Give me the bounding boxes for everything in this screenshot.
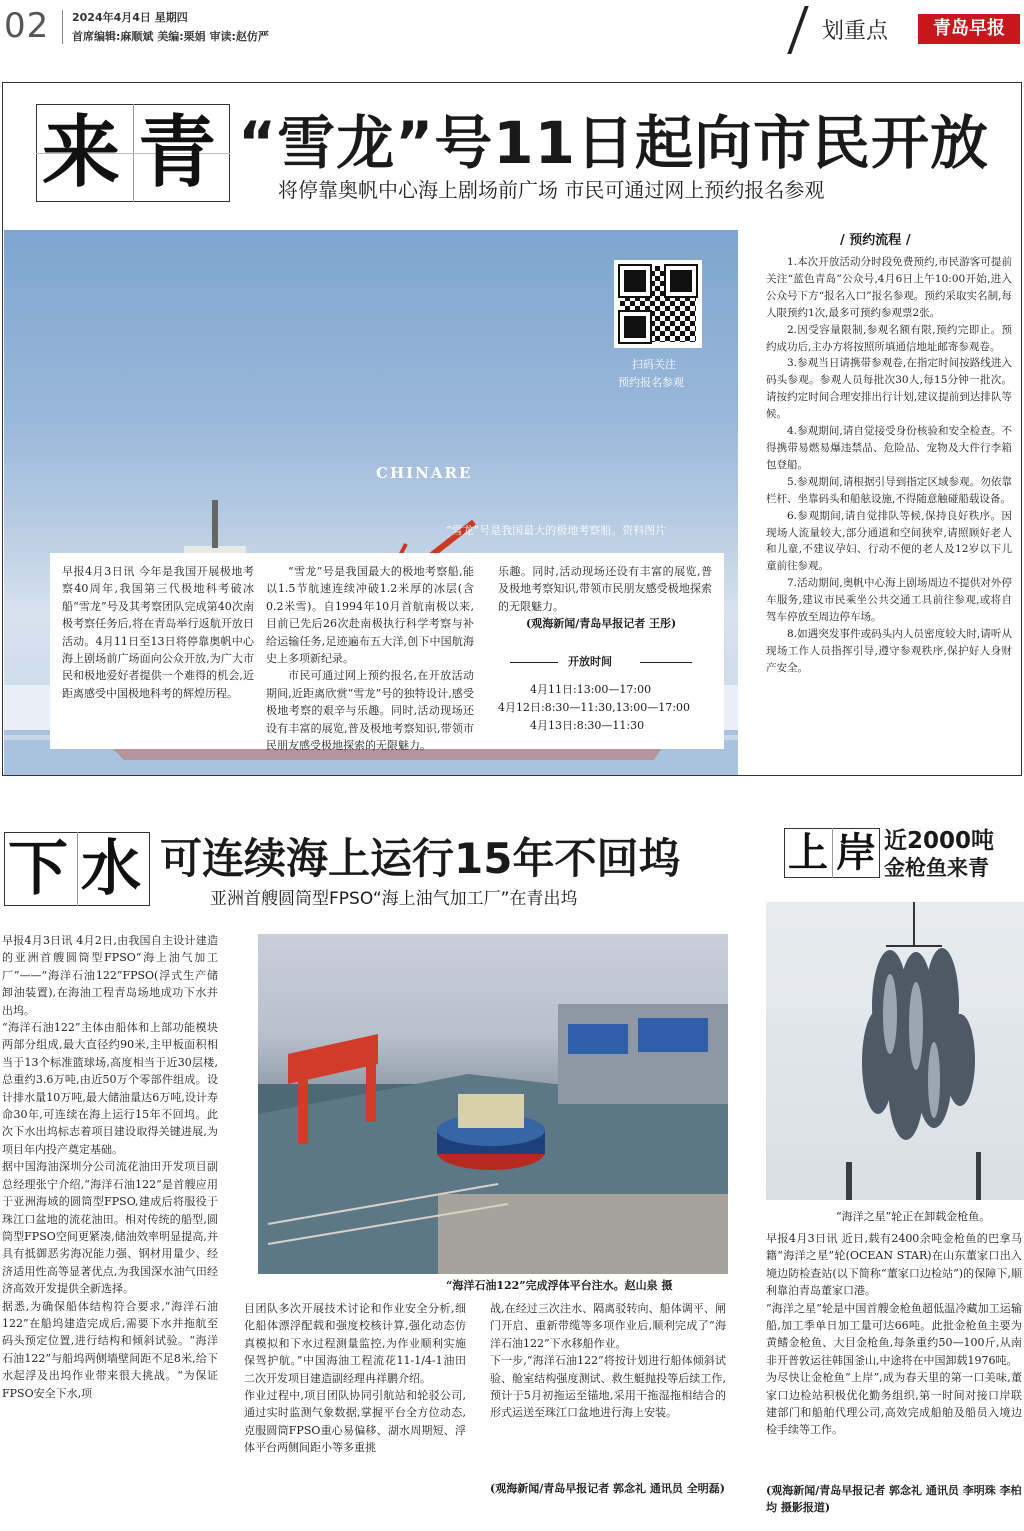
story1-byline: (观海新闻/青岛早报记者 王彤) (526, 617, 677, 630)
story2-col-mid: 目团队多次开展技术讨论和作业安全分析,细化船体漂浮配载和强度校核计算,强化动态仿真模拟和下水过程测量监控,为作业顺利实施保驾护航。”中国海油工程流花11-1/4-1油田二次开发项目建造副经理冉祥鹏介绍。 作业过程中,项目团队协同引航站和轮驳公司,通过实时监测气象数据,掌握平台全方位动态,克服圆筒FPSO重心易偏移、湖水周期短、浮体平台两侧间距小等多重挑 (244, 1302, 466, 1455)
sidebar-item-3: 3.参观当日请携带参观卷,在指定时间按路线进入码头参观。参观人员每批次30人,每15分钟一批次。请按约定时间合理安排出行计划,建议提前到达排队等候。 (766, 357, 1012, 421)
ship-hull-lettering: CHINARE (376, 464, 473, 482)
story3-byline: (观海新闻/青岛早报记者 郭念礼 通讯员 李明珠 李柏均 摄影报道) (766, 1484, 1022, 1514)
sidebar-item-6: 6.参观期间,请自觉排队等候,保持良好秩序。因现场人流量较大,部分通道和空间狭窄,请照顾好老人和儿童,不建议孕妇、行动不便的老人及12岁以下儿童前往参观。 (766, 509, 1012, 573)
fpso-photo (258, 934, 728, 1274)
story2-headline: 可连续海上运行15年不回坞 (160, 834, 681, 883)
story1-headline: “雪龙”号11日起向市民开放 (238, 109, 989, 177)
tag-char-1: 下 (8, 834, 68, 904)
sidebar-title-text: 预约流程 (849, 233, 902, 248)
story1-para-3: 市民可通过网上预约报名,在开放活动期间,近距离欣赏“雪龙”号的独特设计,感受极地考察的艰辛与乐趣。同时,活动现场还设有丰富的展览,普及极地考察知识,带领市民朋友感受极地探索的无限魅力。 (266, 669, 474, 753)
qr-caption-line-2: 预约报名参观 (618, 376, 684, 389)
page-number: 02 (4, 6, 50, 46)
fpso-photo-caption: “海洋石油122”完成浮体平台注水。赵山泉 摄 (446, 1279, 673, 1292)
open-time-title: 开放时间 (568, 655, 612, 668)
issue-date: 2024年4月4日 星期四 (72, 11, 188, 24)
photo-caption: “雪龙”号是我国最大的极地考察船。资料图片 (446, 524, 667, 537)
sidebar-item-7: 7.活动期间,奥帆中心海上剧场周边不提供对外停车服务,建议市民乘坐公共交通工具前往参观,或将自驾车停放至周边停车场。 (766, 577, 1012, 624)
column-name: 划重点 (822, 19, 889, 44)
qr-caption-line-1: 扫码关注 (632, 358, 676, 371)
story2-col-right: 战,在经过三次注水、隔离驳转向、船体调平、闸门开启、重新带缆等多项作业后,顺利完成了“海洋石油122”下水移船作业。 下一步,“海洋石油122”将按计划进行船体倾斜试验、舱室结构强度测试、救生艇抛投等后续工作,预计于5月初拖运至锚地,采用干拖湿拖相结合的形式运送至珠江口盆地进行海上安装。 (490, 1302, 726, 1420)
story1-para-3-cont: 乐趣。同时,活动现场还设有丰富的展览,普及极地考察知识,带领市民朋友感受极地探索的无限魅力。 (498, 565, 712, 613)
sidebar-item-4: 4.参观期间,请自觉接受身份核验和安全检查。不得携带易燃易爆违禁品、危险品、宠物及大件行李箱包登船。 (766, 425, 1012, 471)
tag-char-2: 青 (138, 107, 217, 198)
masthead-divider (62, 10, 63, 44)
open-time-line-2: 4月12日:8:30—11:30,13:00—17:00 (498, 701, 691, 714)
story1-text-box (50, 553, 724, 753)
editor-credits: 首席编辑:麻顺斌 美编:栗娟 审读:赵仿严 (72, 30, 269, 43)
tuna-photo-caption: “海洋之星”轮正在卸载金枪鱼。 (836, 1210, 991, 1223)
story2-subhead: 亚洲首艘圆筒型FPSO“海上油气加工厂”在青出坞 (210, 889, 578, 909)
tuna-photo (766, 902, 1024, 1200)
column-slash (787, 6, 808, 54)
open-time-line-1: 4月11日:13:00—17:00 (530, 683, 652, 696)
open-time-line-3: 4月13日:8:30—11:30 (530, 719, 645, 732)
story2-col-left: 早报4月3日讯 4月2日,由我国自主设计建造的亚洲首艘圆筒型FPSO“海上油气加工厂”——“海洋石油122”FPSO(浮式生产储卸油装置),在海油工程青岛场地成功下水并出坞。 “海洋石油122”主体由船体和上部功能模块两部分组成,最大直径约90米,主甲板面积相当于13个标准篮球场,高度相当于近30层楼,总重约3.6万吨,由近50万个零部件组成。设计排水量10万吨,最大储油量达6万吨,设计寿命30年,可连续在海上运行15年不回坞。此次下水出坞标志着项目建设取得关键进展,为项目年内投产奠定基础。 据中国海油深圳分公司流花油田开发项目副总经理张宁介绍,“海洋石油122”是首艘应用于亚洲海域的圆筒型FPSO,建成后将服役于珠江口盆地的流花油田。相对传统的船型,圆筒型FPSO空间更紧凑,储油效率明显提高,并具有抵御恶劣海况能力强、钢材用量少、经济适用性高等显著优点,为我国深水油气田经济高效开发提供全新选择。 据悉,为确保船体结构符合要求,“海洋石油122”在船坞建造完成后,需要下水并拖航至码头预定位置,进行结构和倾斜试验。“海洋石油122”与船坞两侧墙壁间距不足8米,给下水起浮及出坞作业带来很大挑战。“为保证FPSO安全下水,项 (2, 934, 218, 1400)
story1-col-2 (266, 563, 474, 753)
story3-headline-line-1: 近2000吨 (884, 828, 995, 854)
tag-char-1: 上 (788, 829, 828, 876)
story3-body: 早报4月3日讯 近日,载有2400余吨金枪鱼的巴拿马籍“海洋之星”轮(OCEAN STAR)在山东董家口出入境边防检查站(以下简称“董家口边检站”)的保障下,顺利靠泊青岛董家口港。 “海洋之星”轮是中国首艘金枪鱼超低温冷藏加工运输船,加工季单日加工量可达66吨。此批金枪鱼主要为黄鳍金枪鱼、大目金枪鱼,每条重约50—100斤,从南非开普敦运往韩国釜山,中途将在中国卸载1976吨。 为尽快让金枪鱼“上岸”,成为春天里的第一口美味,董家口边检站积极优化勤务组织,第一时间对接口岸联建部门和船舶代理公司,高效完成船舶及船员入境边检手续等工作。 (766, 1232, 1022, 1437)
brand-logo: 青岛早报 (918, 14, 1020, 44)
sidebar-item-2: 2.因受容量限制,参观名额有限,预约完即止。预约成功后,主办方将按照所填通信地址邮寄参观卷。 (766, 323, 1012, 353)
sidebar-item-8: 8.如遇突发事件或码头内人员密度较大时,请听从现场工作人员指挥引导,遵守参观秩序,保护好人身财产安全。 (766, 627, 1012, 674)
sidebar-item-1: 1.本次开放活动分时段免费预约,市民游客可提前关注“蓝色青岛”公众号,4月6日上午10:00开始,进入公众号下方“报名入口”报名参观。预约采取实名制,每人限预约1次,最多可预约参观票2张。 (766, 256, 1012, 319)
qr-code (614, 260, 702, 348)
sidebar-list (766, 254, 1012, 770)
sidebar-item-5: 5.参观期间,请根据引导到指定区域参观。勿依靠栏杆、坐靠码头和船舷设施,不得随意触碰船载设备。 (766, 475, 1012, 505)
story2-byline: (观海新闻/青岛早报记者 郭念礼 通讯员 全明磊) (490, 1482, 725, 1495)
tag-char-2: 岸 (836, 829, 876, 876)
tag-char-2: 水 (81, 834, 141, 904)
shipyard-illustration (258, 934, 728, 1274)
story1-tag (36, 104, 230, 202)
story1-col-1: 早报4月3日讯 今年是我国开展极地考察40周年,我国第三代极地科考破冰船“雪龙”号及其考察团队完成第40次南极考察任务后,将在青岛举行返航开放日活动。4月11日至13日将停靠奥帆中心海上剧场前广场面向公众开放,为广大市民和极地爱好者提供一个难得的机会,近距离感受中国极地科考的辉煌历程。 (62, 565, 254, 700)
story3-headline-line-2: 金枪鱼来青 (884, 856, 989, 880)
tuna-illustration (766, 902, 1024, 1200)
open-time-rule-right (640, 662, 692, 663)
open-time-rule-left (510, 662, 558, 663)
story1-subhead: 将停靠奥帆中心海上剧场前广场 市民可通过网上预约报名参观 (278, 178, 825, 202)
tag-char-1: 来 (42, 107, 121, 198)
story1-para-2: “雪龙”号是我国最大的极地考察船,能以1.5节航速连续冲破1.2米厚的冰层(含0.2米雪)。自1994年10月首航南极以来,目前已先后26次赴南极执行科学考察与补给运输任务,足迹遍布五大洋,创下中国航海史上多项新纪录。 (266, 565, 474, 666)
story3-tag (784, 828, 880, 878)
column-tab (800, 4, 910, 48)
sidebar-title: / 预约流程 / (840, 233, 911, 248)
story2-tag (4, 832, 150, 906)
